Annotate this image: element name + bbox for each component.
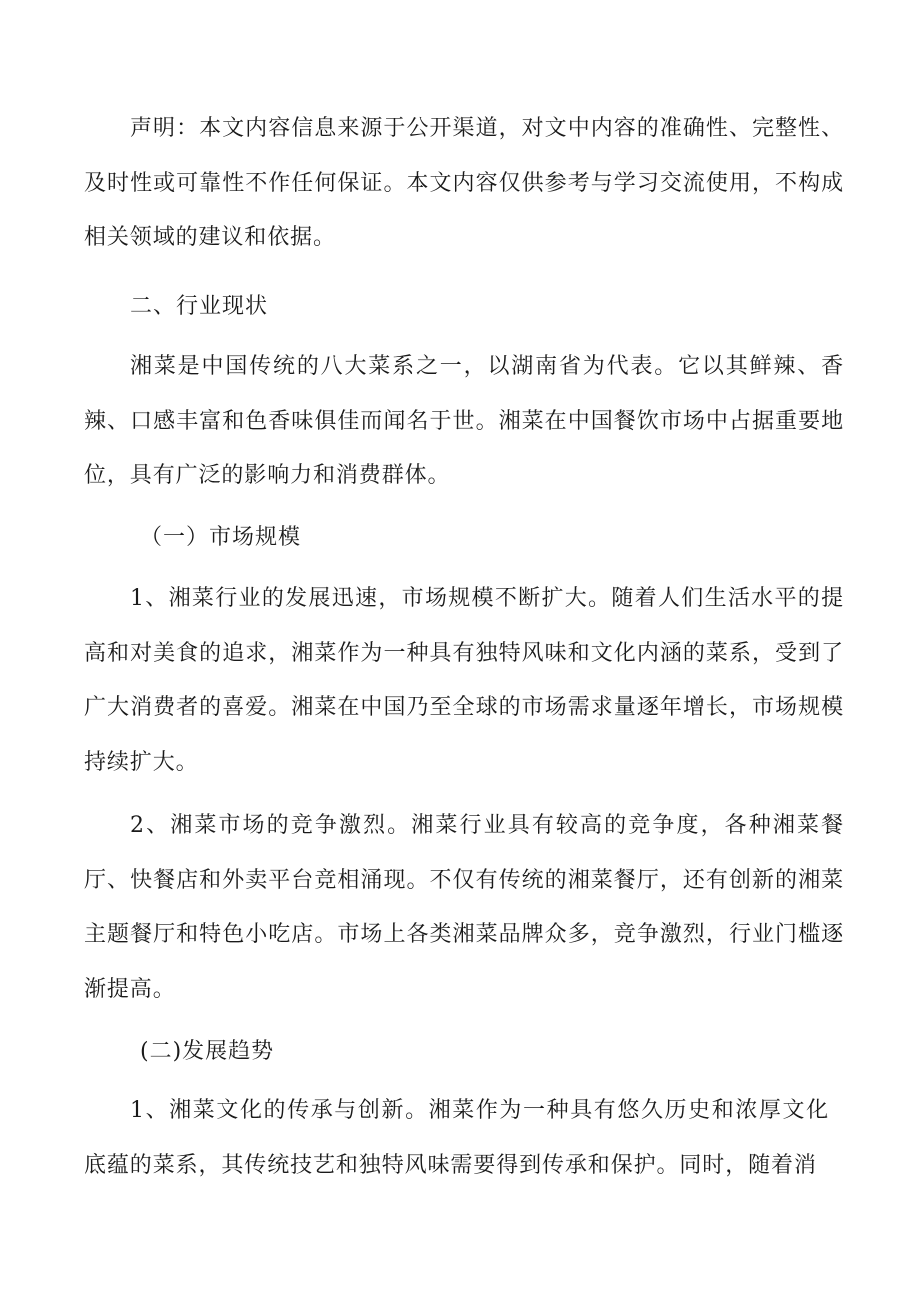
market-size-paragraph-1: 1、湘菜行业的发展迅速，市场规模不断扩大。随着人们生活水平的提高和对美食的追求，湘菜作为一种具有独特风味和文化内涵的菜系，受到了广大消费者的喜爱。湘菜在中国乃至全球的市场需求量逐年增长，市场规模持续扩大。	[84, 586, 844, 775]
section-heading: 二、行业现状	[130, 294, 269, 319]
subsection-heading-trends: (二)发展趋势	[140, 1039, 275, 1064]
intro-paragraph: 湘菜是中国传统的八大菜系之一，以湖南省为代表。它以其鲜辣、香辣、口感丰富和色香味俱佳而闻名于世。湘菜在中国餐饮市场中占据重要地位，具有广泛的影响力和消费群体。	[84, 354, 844, 488]
trend-paragraph-1: 1、湘菜文化的传承与创新。湘菜作为一种具有悠久历史和浓厚文化底蕴的菜系，其传统技艺和独特风味需要得到传承和保护。同时，随着消	[84, 1098, 829, 1178]
disclaimer-paragraph: 声明：本文内容信息来源于公开渠道，对文中内容的准确性、完整性、及时性或可靠性不作任何保证。本文内容仅供参考与学习交流使用，不构成相关领域的建议和依据。	[84, 116, 844, 250]
subsection-heading-market-size: （一）市场规模	[140, 525, 302, 550]
market-size-paragraph-2: 2、湘菜市场的竞争激烈。湘菜行业具有较高的竞争度，各种湘菜餐厅、快餐店和外卖平台竞相涌现。不仅有传统的湘菜餐厅，还有创新的湘菜主题餐厅和特色小吃店。市场上各类湘菜品牌众多，竞争激烈，行业门槛逐渐提高。	[84, 813, 844, 1002]
